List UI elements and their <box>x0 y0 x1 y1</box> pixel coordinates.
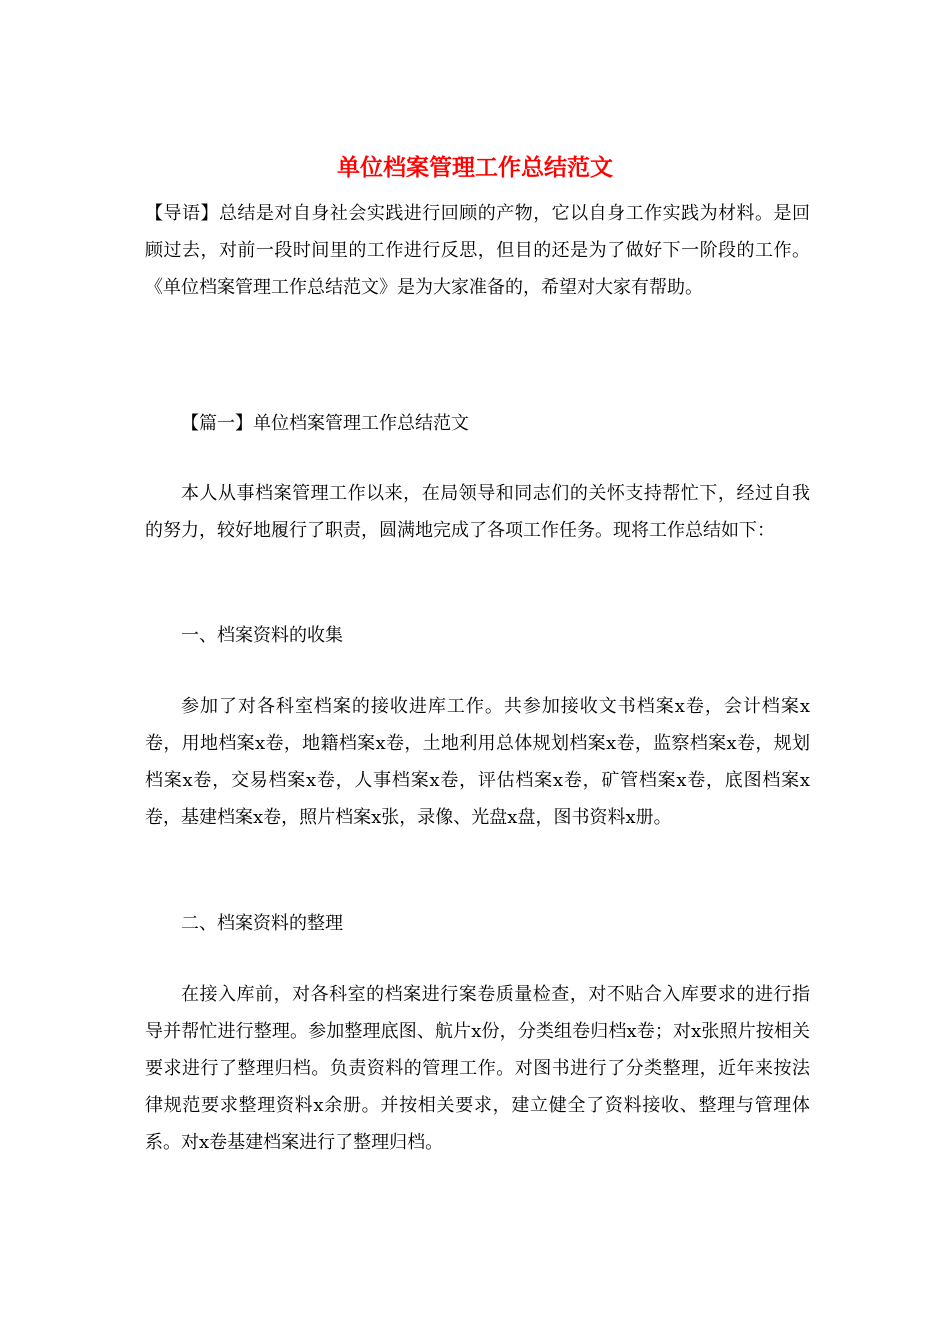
section-heading-2: 二、档案资料的整理 <box>181 913 343 934</box>
chapter-heading: 【篇一】单位档案管理工作总结范文 <box>181 413 469 434</box>
body-paragraph-3: 在接入库前，对各科室的档案进行案卷质量检查，对不贴合入库要求的进行指导并帮忙进行整理。参加整理底图、航片x份，分类组卷归档x卷；对x张照片按相关要求进行了整理归档。负责资料的管理工作。对图书进行了分类整理，近年来按法律规范要求整理资料x余册。并按相关要求，建立健全了资料接收、整理与管理体系。对x卷基建档案进行了整理归档。 <box>145 984 810 1153</box>
body-paragraph-1: 本人从事档案管理工作以来，在局领导和同志们的关怀支持帮忙下，经过自我的努力，较好地履行了职责，圆满地完成了各项工作任务。现将工作总结如下： <box>145 483 810 541</box>
section-heading-1: 一、档案资料的收集 <box>181 625 343 646</box>
intro-paragraph: 【导语】总结是对自身社会实践进行回顾的产物，它以自身工作实践为材料。是回顾过去，对前一段时间里的工作进行反思，但目的还是为了做好下一阶段的工作。《单位档案管理工作总结范文》是为大家准备的，希望对大家有帮助。 <box>145 203 810 298</box>
document-title: 单位档案管理工作总结范文 <box>337 154 613 181</box>
body-paragraph-2: 参加了对各科室档案的接收进库工作。共参加接收文书档案x卷，会计档案x卷，用地档案x卷，地籍档案x卷，土地利用总体规划档案x卷，监察档案x卷，规划档案x卷，交易档案x卷，人事档案x卷，评估档案x卷，矿管档案x卷，底图档案x卷，基建档案x卷，照片档案x张，录像、光盘x盘，图书资料x册。 <box>145 696 810 828</box>
